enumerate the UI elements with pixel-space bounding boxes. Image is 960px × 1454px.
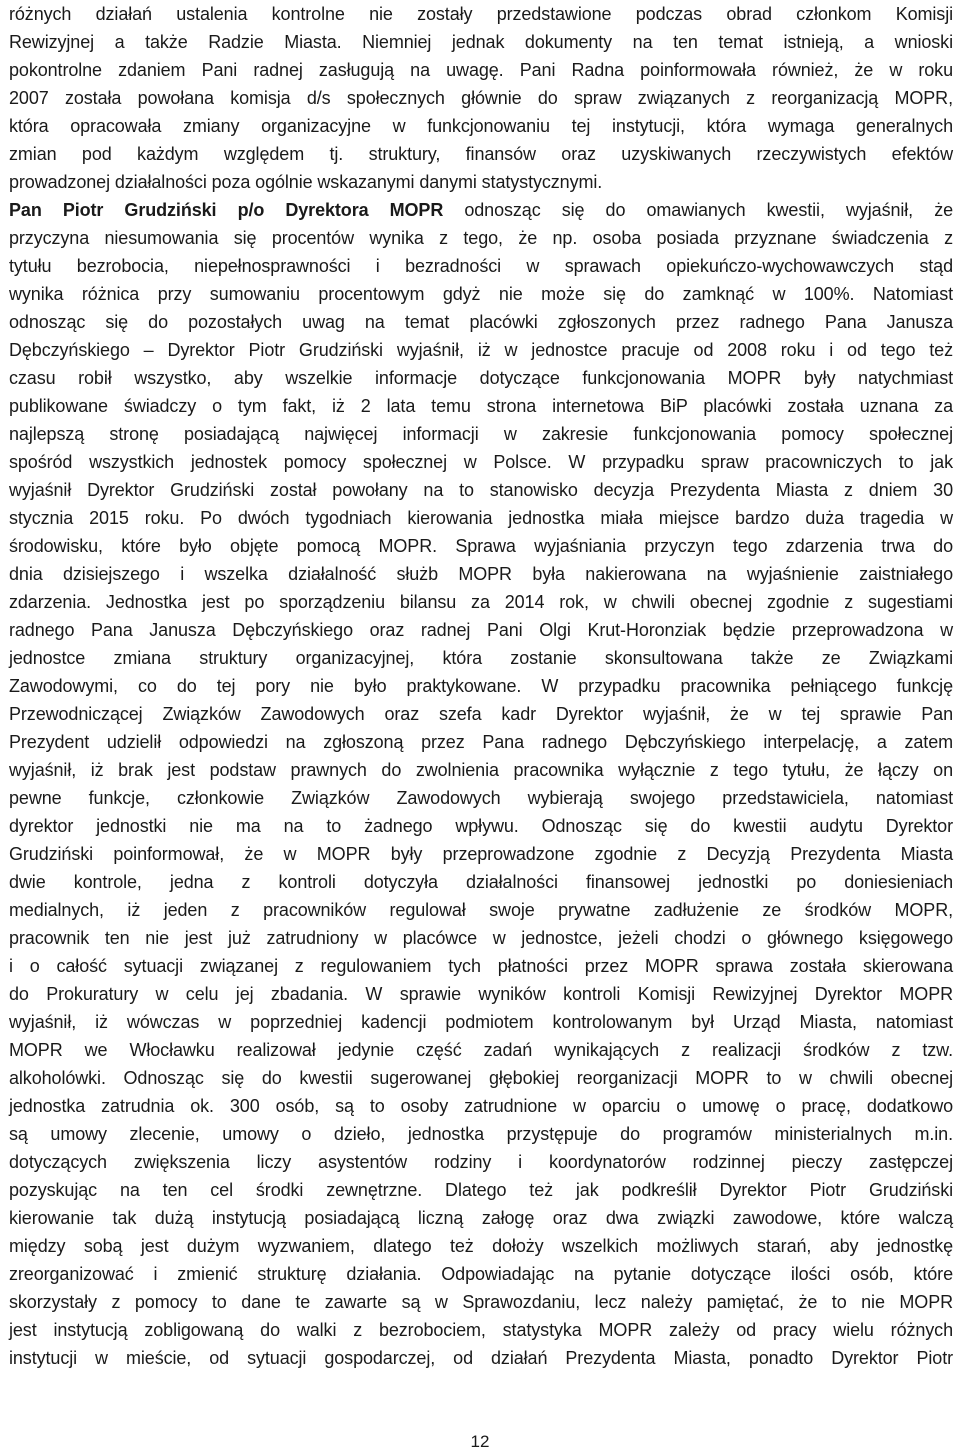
text-line: Zawodowymi, co do tej pory nie było praktykowane. W przypadku pracownika pełniącego funkcję [9, 676, 953, 696]
text-line: MOPR we Włocławku realizował jedynie część zadań wynikających z realizacji środków z tzw. [9, 1040, 953, 1060]
text-line: medialnych, iż jeden z pracowników regulował swoje prywatne zadłużenie ze środków MOPR, [9, 900, 953, 920]
text-line: pracownik ten nie jest już zatrudniony w placówce w jednostce, jeżeli chodzi o głównego księgowego [9, 928, 953, 948]
text-line: dyrektor jednostki nie ma na to żadnego wpływu. Odnosząc się do kwestii audytu Dyrektor [9, 816, 953, 836]
text-line: są umowy zlecenie, umowy o dzieło, jednostka przystępuje do programów ministerialnych m.in. [9, 1124, 953, 1144]
text-line: dnia dzisiejszego i wszelka działalność służb MOPR była nakierowana na wyjaśnienie zaistniałego [9, 564, 953, 584]
text-line: jednostka zatrudnia ok. 300 osób, są to osoby zatrudnione w oparciu o umowę o pracę, dodatkowo [9, 1096, 953, 1116]
text-line: stycznia 2015 roku. Po dwóch tygodniach kierowania jednostka miała miejsce bardzo duża tragedia w [9, 508, 953, 528]
text-line: radnego Pana Janusza Dębczyńskiego oraz radnej Pani Olgi Krut-Horonziak będzie przeprowadzona w [9, 620, 953, 640]
text-line: zmian pod każdym względem tj. struktury, finansów oraz uzyskiwanych rzeczywistych efektów [9, 144, 953, 164]
text-line: dwie kontrole, jedna z kontroli dotyczyła działalności finansowej jednostki po doniesieniach [9, 872, 953, 892]
text-line: pozyskując na ten cel środki zewnętrzne. Dlatego też jak podkreślił Dyrektor Piotr Grudziński [9, 1180, 953, 1200]
text-line: prowadzonej działalności poza ogólnie wskazanymi danymi statystycznymi. [9, 172, 603, 192]
text-line: środowisku, które było objęte pomocą MOPR. Sprawa wyjaśniania przyczyn tego zdarzenia trwa do [9, 536, 953, 556]
text-line: tytułu bezrobocia, niepełnosprawności i bezradności w sprawach opiekuńczo-wychowawczych stąd [9, 256, 953, 276]
text-line: która opracowała zmiany organizacyjne w funkcjonowaniu tej instytucji, która wymaga generalnych [9, 116, 953, 136]
text-line: przyczyna niesumowania się procentów wynika z tego, że np. osoba posiada przyznane świadczenia z [9, 228, 953, 248]
text-line: spośród wszystkich jednostek pomocy społecznej w Polsce. W przypadku spraw pracowniczych to jak [9, 452, 953, 472]
text-line: publikowane świadczy o tym fakt, iż 2 lata temu strona internetowa BiP placówki została uznana za [9, 396, 953, 416]
text-line: jednostce zmiana struktury organizacyjnej, która zostanie skonsultowana także ze Związkami [9, 648, 953, 668]
text-line: Prezydent udzielił odpowiedzi na zgłoszoną przez Pana radnego Dębczyńskiego interpelację, a zatem [9, 732, 953, 752]
text-line: zreorganizować i zmienić strukturę działania. Odpowiadając na pytanie dotyczące ilości osób, które [9, 1264, 953, 1284]
speaker-name: Pan Piotr Grudziński p/o Dyrektora MOPR [9, 200, 444, 220]
text-line: 2007 została powołana komisja d/s społecznych głównie do spraw związanych z reorganizacją MOPR, [9, 88, 953, 108]
text-line: i o całość sytuacji związanej z regulowaniem tych płatności przez MOPR sprawa została skierowana [9, 956, 953, 976]
text-line: czasu robił wszystko, aby wszelkie informacje dotyczące funkcjonowania MOPR były natychmiast [9, 368, 953, 388]
text-line: pokontrolne zdaniem Pani radnej zasługują na uwagę. Pani Radna poinformowała również, że w roku [9, 60, 953, 80]
speaker-line [9, 196, 953, 224]
text-line: zdarzenia. Jednostka jest po sporządzeniu bilansu za 2014 rok, w chwili obecnej zgodnie z sugestiami [9, 592, 953, 612]
speaker-line-text: odnosząc się do omawianych kwestii, wyjaśnił, że [464, 200, 954, 220]
text-line: Przewodniczącej Związków Zawodowych oraz szefa kadr Dyrektor wyjaśnił, że w tej sprawie Pan [9, 704, 953, 724]
text-line: różnych działań ustalenia kontrolne nie zostały przedstawione podczas obrad członkom Komisji [9, 4, 953, 24]
text-line: odnosząc się do pozostałych uwag na temat placówki zgłoszonych przez radnego Pana Janusza [9, 312, 953, 332]
text-line: kierowanie tak dużą instytucją posiadającą liczną załogę oraz dwa związki zawodowe, które walczą [9, 1208, 953, 1228]
text-line: jest instytucją zobligowaną do walki z bezrobociem, statystyka MOPR zależy od pracy wielu różnych [9, 1320, 953, 1340]
text-line: do Prokuratury w celu jej zbadania. W sprawie wyników kontroli Komisji Rewizyjnej Dyrektor MOPR [9, 984, 953, 1004]
text-line: wyjaśnił Dyrektor Grudziński został powołany na to stanowisko decyzja Prezydenta Miasta z dniem 30 [9, 480, 953, 500]
text-line: Dębczyńskiego – Dyrektor Piotr Grudziński wyjaśnił, iż w jednostce pracuje od 2008 roku i od tego też [9, 340, 953, 360]
text-line: dotyczących zwiększenia liczy asystentów rodziny i koordynatorów rodzinnej pieczy zastępczej [9, 1152, 953, 1172]
text-line: alkoholówki. Odnosząc się do kwestii sugerowanej głębokiej reorganizacji MOPR to w chwili obecnej [9, 1068, 953, 1088]
text-line: wyjaśnił, iż wówczas w poprzedniej kadencji podmiotem kontrolowanym był Urząd Miasta, natomiast [9, 1012, 953, 1032]
text-line: wynika różnica przy sumowaniu procentowym gdyż nie może się do zamknąć w 100%. Natomiast [9, 284, 953, 304]
text-line: Grudziński poinformował, że w MOPR były przeprowadzone zgodnie z Decyzją Prezydenta Miasta [9, 844, 953, 864]
text-line: między sobą jest dużym wyzwaniem, dlatego też dołoży wszelkich możliwych starań, aby jednostkę [9, 1236, 953, 1256]
text-line: wyjaśnił, iż brak jest podstaw prawnych do zwolnienia pracownika wyłącznie z tego tytułu, że łączy on [9, 760, 953, 780]
text-line: najlepszą stronę posiadającą najwięcej informacji w zakresie funkcjonowania pomocy społecznej [9, 424, 953, 444]
text-line: pewne funkcje, członkowie Związków Zawodowych wybierają swojego przedstawiciela, natomiast [9, 788, 953, 808]
page-number: 12 [470, 1432, 490, 1451]
text-line: instytucji w mieście, od sytuacji gospodarczej, od działań Prezydenta Miasta, ponadto Dyrektor Piotr [9, 1348, 953, 1368]
text-line: skorzystały z pomocy to dane te zawarte są w Sprawozdaniu, lecz należy pamiętać, że to nie MOPR [9, 1292, 953, 1312]
text-line: Rewizyjnej a także Radzie Miasta. Niemniej jednak dokumenty na ten temat istnieją, a wnioski [9, 32, 953, 52]
